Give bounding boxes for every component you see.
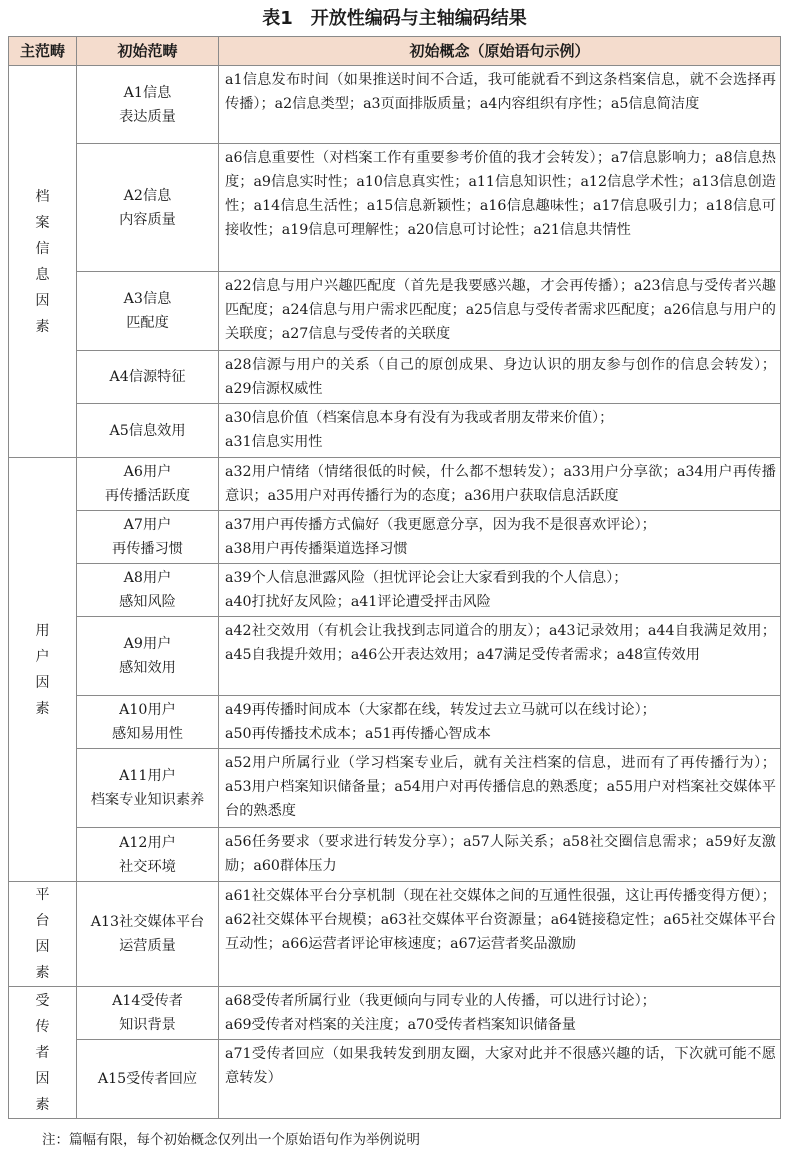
- table-row: [9, 987, 781, 1040]
- table-row: [9, 351, 781, 404]
- initial-concept-cell: a42社交效用（有机会让我找到志同道合的朋友）；a43记录效用；a44自我满足效用；a45自我提升效用；a46公开表达效用；a47满足受传者需求；a48宣传效用: [219, 617, 781, 696]
- table-row: [9, 696, 781, 749]
- initial-category-cell: A13社交媒体平台 运营质量: [77, 882, 219, 987]
- initial-concept-cell: a30信息价值（档案信息本身有没有为我或者朋友带来价值）； a31信息实用性: [219, 404, 781, 458]
- table-row: [9, 511, 781, 564]
- initial-concept-cell: a39个人信息泄露风险（担忧评论会让大家看到我的个人信息）； a40打扰好友风险；a41评论遭受抨击风险: [219, 564, 781, 617]
- initial-concept-cell: a6信息重要性（对档案工作有重要参考价值的我才会转发）；a7信息影响力；a8信息热度；a9信息实时性；a10信息真实性；a11信息知识性；a12信息学术性；a13信息创造性；a14信息生活性；a15信息新颖性；a16信息趣味性；a17信息吸引力；a18信息可接收性；a19信息可理解性；a20信息可讨论性；a21信息共情性: [219, 144, 781, 272]
- header-initial-category: 初始范畴: [77, 37, 219, 66]
- initial-concept-cell: a22信息与用户兴趣匹配度（首先是我要感兴趣，才会再传播）；a23信息与受传者兴趣匹配度；a24信息与用户需求匹配度；a25信息与受传者需求匹配度；a26信息与用户的关联度；a27信息与受传者的关联度: [219, 272, 781, 351]
- main-category-cell: [9, 987, 77, 1119]
- table-row: [9, 404, 781, 458]
- initial-category-cell: A3信息 匹配度: [77, 272, 219, 351]
- header-initial-concept: 初始概念（原始语句示例）: [219, 37, 781, 66]
- table-row: [9, 66, 781, 144]
- initial-category-cell: A5信息效用: [77, 404, 219, 458]
- table-row: [9, 564, 781, 617]
- initial-category-cell: A2信息 内容质量: [77, 144, 219, 272]
- main-category-label: 平台因素: [35, 887, 50, 981]
- initial-concept-cell: a28信源与用户的关系（自己的原创成果、身边认识的朋友参与创作的信息会转发）；a29信源权威性: [219, 351, 781, 404]
- initial-concept-cell: a32用户情绪（情绪很低的时候，什么都不想转发）；a33用户分享欲；a34用户再传播意识；a35用户对再传播行为的态度；a36用户获取信息活跃度: [219, 458, 781, 511]
- initial-concept-cell: a68受传者所属行业（我更倾向与同专业的人传播，可以进行讨论）； a69受传者对档案的关注度；a70受传者档案知识储备量: [219, 987, 781, 1040]
- table-row: [9, 828, 781, 882]
- table-note: 注：篇幅有限，每个初始概念仅列出一个原始语句作为举例说明: [42, 1132, 420, 1148]
- main-category-cell: [9, 458, 77, 882]
- initial-concept-cell: a1信息发布时间（如果推送时间不合适，我可能就看不到这条档案信息，就不会选择再传播）；a2信息类型；a3页面排版质量；a4内容组织有序性；a5信息简洁度: [219, 66, 781, 144]
- main-category-label: 档案信息因素: [35, 188, 50, 335]
- table-row: [9, 144, 781, 272]
- initial-category-cell: A4信源特征: [77, 351, 219, 404]
- table-row: [9, 1040, 781, 1119]
- initial-concept-cell: a61社交媒体平台分享机制（现在社交媒体之间的互通性很强，这让再传播变得方便）；a62社交媒体平台规模；a63社交媒体平台资源量；a64链接稳定性；a65社交媒体平台互动性；a66运营者评论审核速度；a67运营者奖品激励: [219, 882, 781, 987]
- main-category-cell: [9, 882, 77, 987]
- initial-category-cell: A12用户 社交环境: [77, 828, 219, 882]
- initial-category-cell: A14受传者 知识背景: [77, 987, 219, 1040]
- coding-results-table: [8, 36, 781, 1119]
- main-category-cell: [9, 66, 77, 458]
- main-category-label: 用户因素: [35, 622, 50, 717]
- initial-category-cell: A11用户 档案专业知识素养: [77, 749, 219, 828]
- initial-category-cell: A6用户 再传播活跃度: [77, 458, 219, 511]
- initial-concept-cell: a49再传播时间成本（大家都在线，转发过去立马就可以在线讨论）； a50再传播技术成本；a51再传播心智成本: [219, 696, 781, 749]
- table-row: [9, 749, 781, 828]
- table-header-row: [9, 37, 781, 66]
- initial-concept-cell: a56任务要求（要求进行转发分享）；a57人际关系；a58社交圈信息需求；a59好友激励；a60群体压力: [219, 828, 781, 882]
- initial-category-cell: A10用户 感知易用性: [77, 696, 219, 749]
- table-row: [9, 882, 781, 987]
- table-row: [9, 272, 781, 351]
- initial-concept-cell: a71受传者回应（如果我转发到朋友圈，大家对此并不很感兴趣的话，下次就可能不愿意转发）: [219, 1040, 781, 1119]
- initial-category-cell: A8用户 感知风险: [77, 564, 219, 617]
- table-title: 表1 开放性编码与主轴编码结果: [262, 8, 527, 29]
- initial-concept-cell: a37用户再传播方式偏好（我更愿意分享，因为我不是很喜欢评论）； a38用户再传播渠道选择习惯: [219, 511, 781, 564]
- initial-concept-cell: a52用户所属行业（学习档案专业后，就有关注档案的信息，进而有了再传播行为）；a53用户档案知识储备量；a54用户对再传播信息的熟悉度；a55用户对档案社交媒体平台的熟悉度: [219, 749, 781, 828]
- initial-category-cell: A7用户 再传播习惯: [77, 511, 219, 564]
- initial-category-cell: A1信息 表达质量: [77, 66, 219, 144]
- header-main-category: 主范畴: [9, 37, 77, 66]
- initial-category-cell: A9用户 感知效用: [77, 617, 219, 696]
- table-row: [9, 617, 781, 696]
- main-category-label: 受传者因素: [35, 992, 50, 1113]
- initial-category-cell: A15受传者回应: [77, 1040, 219, 1119]
- table-row: [9, 458, 781, 511]
